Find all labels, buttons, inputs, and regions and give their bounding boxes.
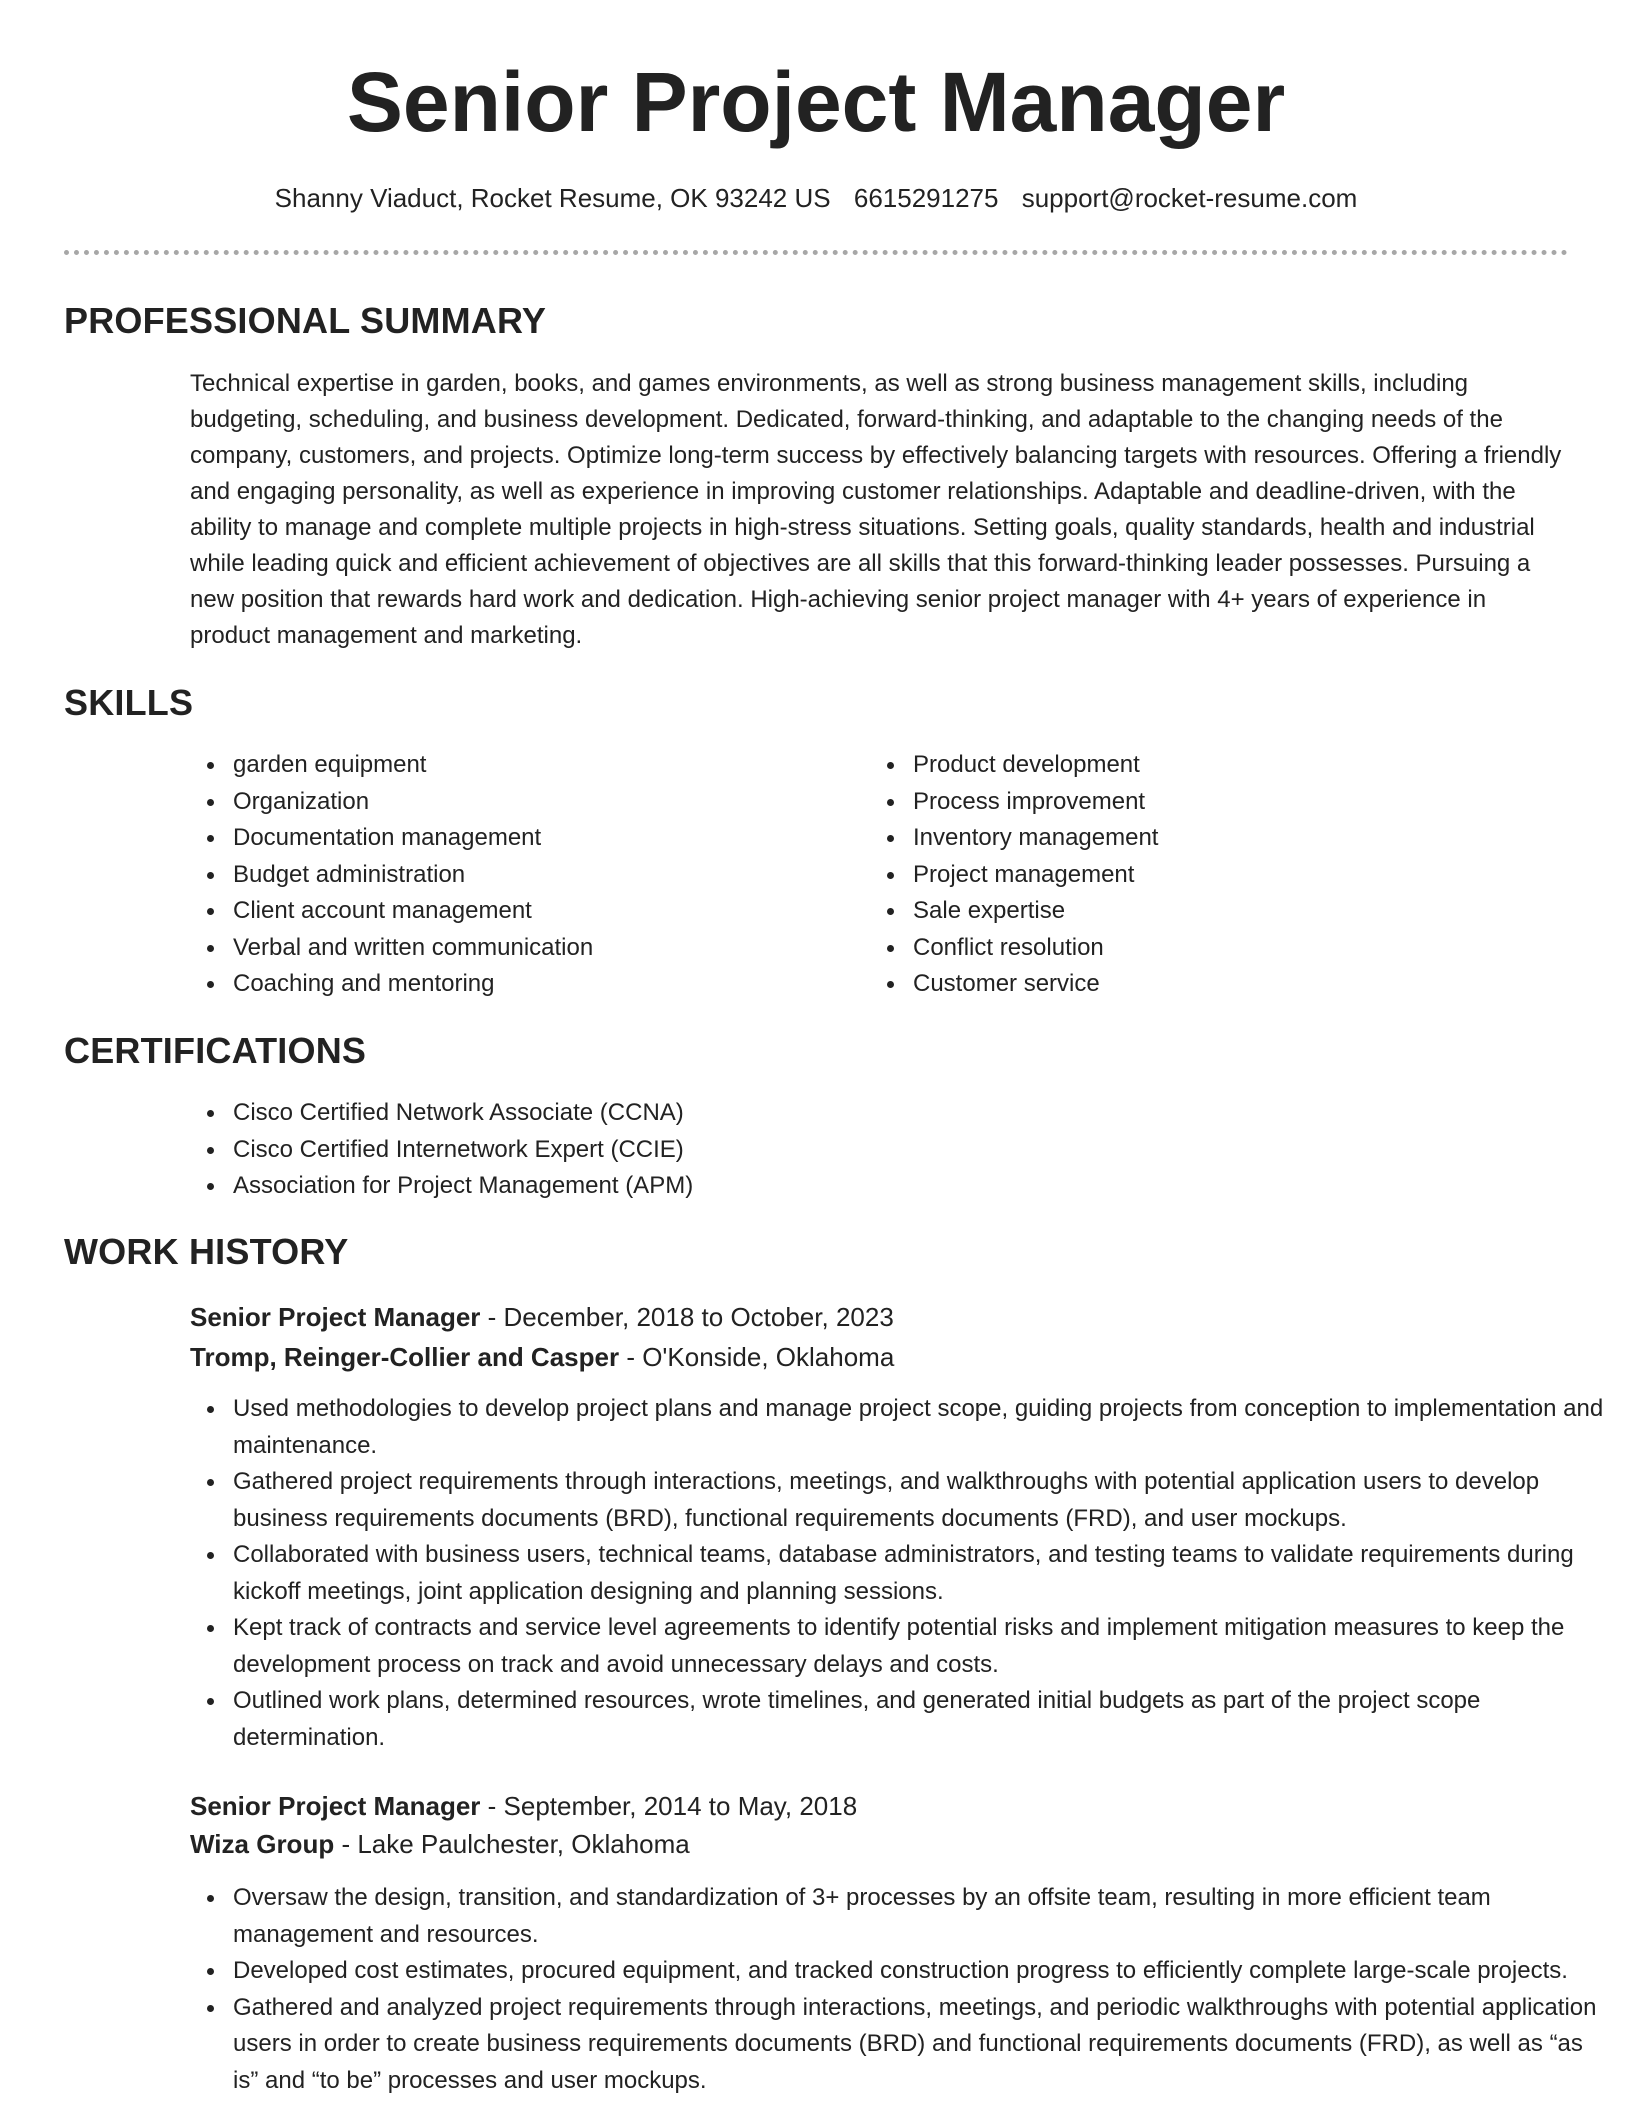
skill-item: Budget administration: [233, 857, 833, 894]
certification-item: Cisco Certified Internetwork Expert (CCIE): [233, 1132, 1609, 1169]
skill-item: Documentation management: [233, 820, 833, 857]
skill-item: Sale expertise: [913, 893, 1513, 930]
skills-heading: SKILLS: [64, 682, 194, 723]
certification-item: Cisco Certified Network Associate (CCNA): [233, 1095, 1609, 1132]
job-bullets: [190, 1391, 1609, 1756]
job-dates: - September, 2014 to May, 2018: [480, 1791, 858, 1821]
header-divider: [64, 250, 1568, 255]
resume-title: Senior Project Manager: [346, 55, 1286, 149]
job-bullet: Used methodologies to develop project plans and manage project scope, guiding projects from conception to implementation and maintenance.: [233, 1391, 1609, 1464]
job-location: - O'Konside, Oklahoma: [619, 1342, 895, 1372]
skill-item: Verbal and written communication: [233, 930, 833, 967]
certifications-heading: CERTIFICATIONS: [64, 1030, 367, 1071]
job-company-line: [190, 1825, 690, 1863]
contact-line: [0, 180, 1632, 216]
skill-item: garden equipment: [233, 747, 833, 784]
job-location: - Lake Paulchester, Oklahoma: [334, 1829, 690, 1859]
job-title-line: [190, 1787, 857, 1825]
job-bullet: Gathered and analyzed project requirements through interactions, meetings, and periodic walkthroughs with potential application users in order to create business requirements documents (BRD) and functional requirements documents (FRD), as well as “as is” and “to be” processes and user mockups.: [233, 1990, 1609, 2100]
summary-heading: PROFESSIONAL SUMMARY: [64, 300, 547, 341]
skill-item: Process improvement: [913, 784, 1513, 821]
job-company-line: [190, 1338, 894, 1376]
job-bullet: Gathered project requirements through interactions, meetings, and walkthroughs with potential application users to develop business requirements documents (BRD), functional requirements documents (FRD), and user mockups.: [233, 1464, 1609, 1537]
skill-item: Organization: [233, 784, 833, 821]
job-bullet: Developed cost estimates, procured equipment, and tracked construction progress to efficiently complete large-scale projects.: [233, 1953, 1609, 1990]
job-dates: - December, 2018 to October, 2023: [480, 1302, 894, 1332]
skill-item: Customer service: [913, 966, 1513, 1003]
certification-item: Association for Project Management (APM): [233, 1168, 1609, 1205]
job-bullets: [190, 1880, 1609, 2099]
skill-item: Conflict resolution: [913, 930, 1513, 967]
skill-item: Product development: [913, 747, 1513, 784]
skill-item: Inventory management: [913, 820, 1513, 857]
contact-email: support@rocket-resume.com: [1021, 183, 1358, 213]
certifications-list: [190, 1095, 1609, 1205]
contact-address: Shanny Viaduct, Rocket Resume, OK 93242 US: [274, 183, 831, 213]
job-title: Senior Project Manager: [190, 1791, 481, 1821]
job-bullet: Outlined work plans, determined resources, wrote timelines, and generated initial budgets as part of the project scope determination.: [233, 1683, 1609, 1756]
job-title: Senior Project Manager: [190, 1302, 481, 1332]
skill-item: Project management: [913, 857, 1513, 894]
skills-list-left: [190, 747, 833, 1003]
contact-phone: 6615291275: [853, 183, 999, 213]
work-history-heading: WORK HISTORY: [64, 1231, 349, 1272]
summary-text: Technical expertise in garden, books, and games environments, as well as strong business management skills, including budgeting, scheduling, and business development. Dedicated, forward-thinking, and adaptable to the changing needs of the company, customers, and projects. Optimize long-term success by effectively balancing targets with resources. Offering a friendly and engaging personality, as well as experience in improving customer relationships. Adaptable and deadline-driven, with the ability to manage and complete multiple projects in high-stress situations. Setting goals, quality standards, health and industrial while leading quick and efficient achievement of objectives are all skills that this forward-thinking leader possesses. Pursuing a new position that rewards hard work and dedication. High-achieving senior project manager with 4+ years of experience in product management and marketing.: [190, 370, 1562, 649]
job-bullet: Kept track of contracts and service level agreements to identify potential risks and implement mitigation measures to keep the development process on track and avoid unnecessary delays and costs.: [233, 1610, 1609, 1683]
job-title-line: [190, 1298, 894, 1336]
job-bullet: Collaborated with business users, technical teams, database administrators, and testing teams to validate requirements during kickoff meetings, joint application designing and planning sessions.: [233, 1537, 1609, 1610]
skill-item: Coaching and mentoring: [233, 966, 833, 1003]
skills-list-right: [870, 747, 1513, 1003]
job-bullet: Oversaw the design, transition, and standardization of 3+ processes by an offsite team, resulting in more efficient team management and resources.: [233, 1880, 1609, 1953]
skill-item: Client account management: [233, 893, 833, 930]
job-company: Wiza Group: [190, 1829, 335, 1859]
job-company: Tromp, Reinger-Collier and Casper: [190, 1342, 620, 1372]
